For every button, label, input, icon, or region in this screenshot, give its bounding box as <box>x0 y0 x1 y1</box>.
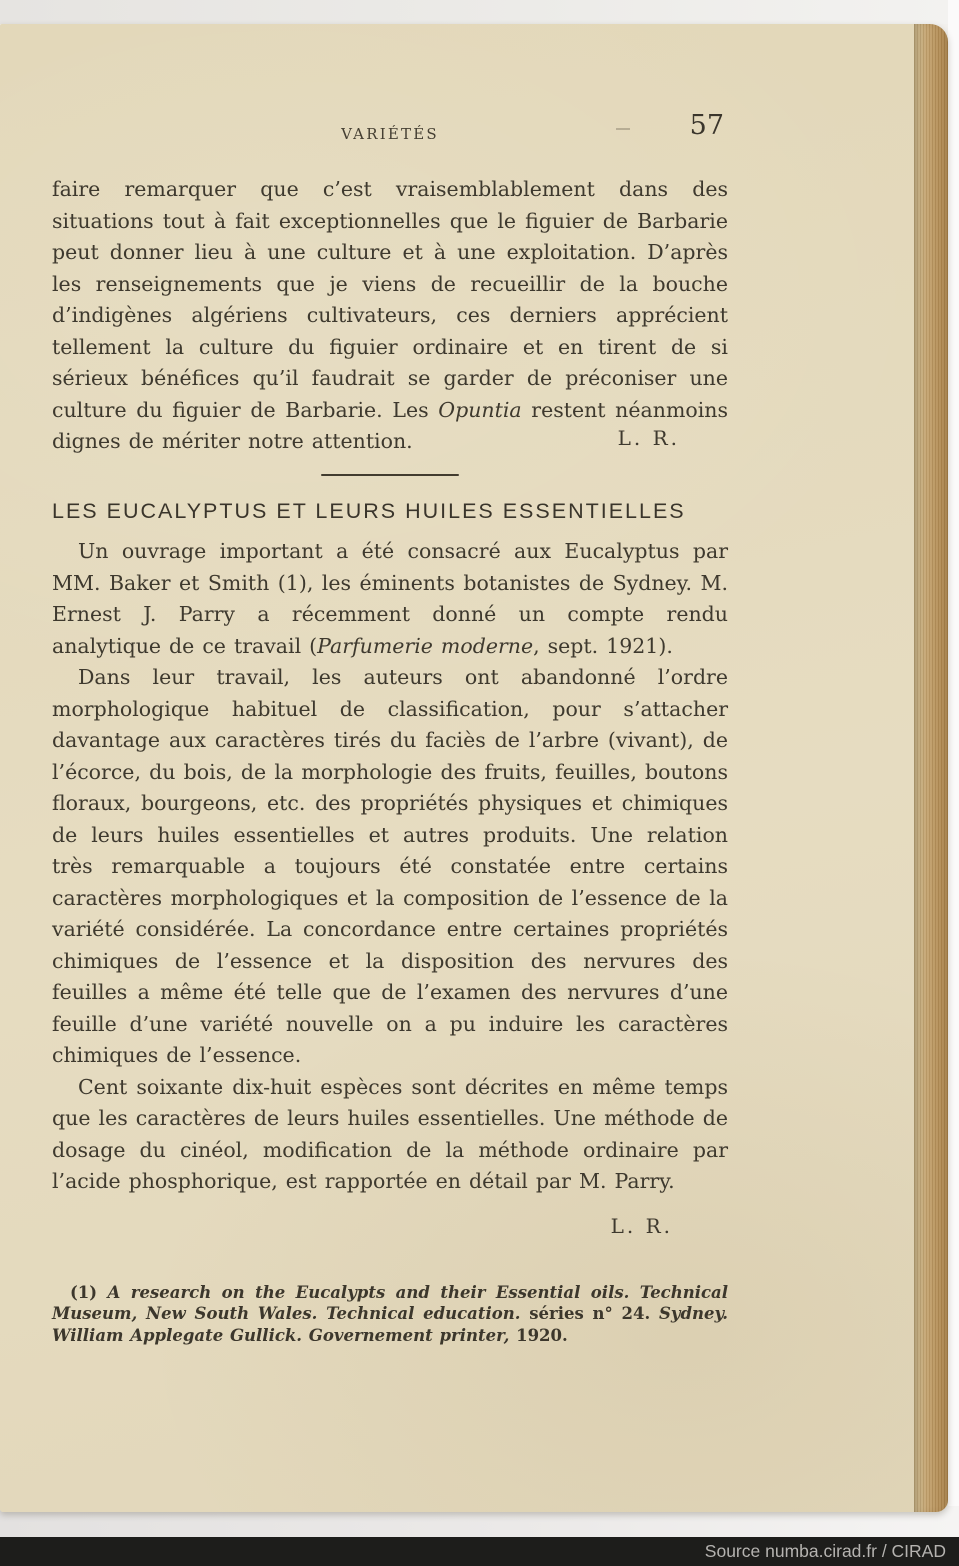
source-credit-bar <box>0 1537 959 1566</box>
paragraph-body: Dans leur travail, les auteurs ont abandonné l’ordre morphologique habituel de classification, pour s’attacher davantage aux caractères tirés du faciès de l’arbre (vivant), de l’écorce, du bois, de la morphologie des fruits, feuilles, boutons floraux, bourgeons, etc. des propriétés physiques et chimiques de leurs huiles essentielles et autres produits. Une relation très remarquable a toujours été constatée entre certains caractères morphologiques et la composition de l’essence de la variété considérée. La concordance entre certaines propriétés chimiques de l’essence et la disposition des nervures des feuilles a même été telle que de l’examen des nervures d’une feuille d’une variété nouvelle on a pu induire les caractères chimiques de l’essence. <box>52 665 728 1067</box>
paragraph-body: Cent soixante dix-huit espèces sont décrites en même temps que les caractères de leurs huiles essentielles. Une méthode de dosage du cinéol, modification de la méthode ordinaire par l’acide phosphorique, est rapportée en détail par M. Parry. <box>52 1074 728 1193</box>
footnote-text: séries n° 24. <box>520 1304 660 1323</box>
running-title: VARIÉTÉS <box>341 125 439 143</box>
book-fore-edge <box>914 24 948 1512</box>
paragraph-intro <box>52 536 728 662</box>
footnote-publisher-italic: Sydney. William Applegate Gullick. Governement printer, <box>52 1304 728 1345</box>
scan-background-right <box>948 0 959 1537</box>
section-divider-rule <box>321 474 459 476</box>
article-title: LES EUCALYPTUS ET LEURS HUILES ESSENTIELLES <box>52 499 686 523</box>
page-header <box>52 110 728 152</box>
journal-name-italic: Parfumerie moderne <box>317 633 534 658</box>
signature-initials-second: L. R. <box>610 1213 673 1238</box>
paragraph-text: , sept. 1921). <box>533 633 673 658</box>
paragraph-text: faire remarquer que c’est vraisemblablement dans des situations tout à fait exceptionnelles que le figuier de Barbarie peut donner lieu à une culture et à une exploitation. D’après les renseignements que je viens de recueillir de la bouche d’indigènes algériens cultivateurs, ces derniers apprécient tellement la culture du figuier ordinaire et en tirent de si sérieux bénéfices qu’il faudrait se garder de préconiser une culture du figuier de Barbarie. Les <box>52 177 728 422</box>
page-content <box>52 24 728 1346</box>
paragraph-continuation <box>52 174 728 458</box>
species-name-italic: Opuntia <box>438 397 522 422</box>
page-number: 57 <box>689 110 724 141</box>
footnote <box>52 1282 728 1347</box>
signature-initials-first: L. R. <box>617 426 680 450</box>
footnote-marker: (1) <box>70 1282 108 1302</box>
stray-mark <box>616 128 630 130</box>
source-credit-link[interactable]: Source numba.cirad.fr / CIRAD <box>704 1541 946 1561</box>
footnote-year: 1920. <box>509 1325 568 1345</box>
footnote-title-italic: A research on the Eucalypts and their Essential oils. Technical Museum, New South Wales. Technical education. <box>52 1282 728 1323</box>
scan-background-top <box>0 0 959 24</box>
book-page <box>0 24 948 1512</box>
paragraph-text: restent néanmoins dignes de mériter notre attention. <box>52 397 728 453</box>
paragraph-text: Un ouvrage important a été consacré aux Eucalyptus par MM. Baker et Smith (1), les éminents botanistes de Sydney. M. Ernest J. Parry a récemment donné un compte rendu analytique de ce travail ( <box>52 539 728 658</box>
